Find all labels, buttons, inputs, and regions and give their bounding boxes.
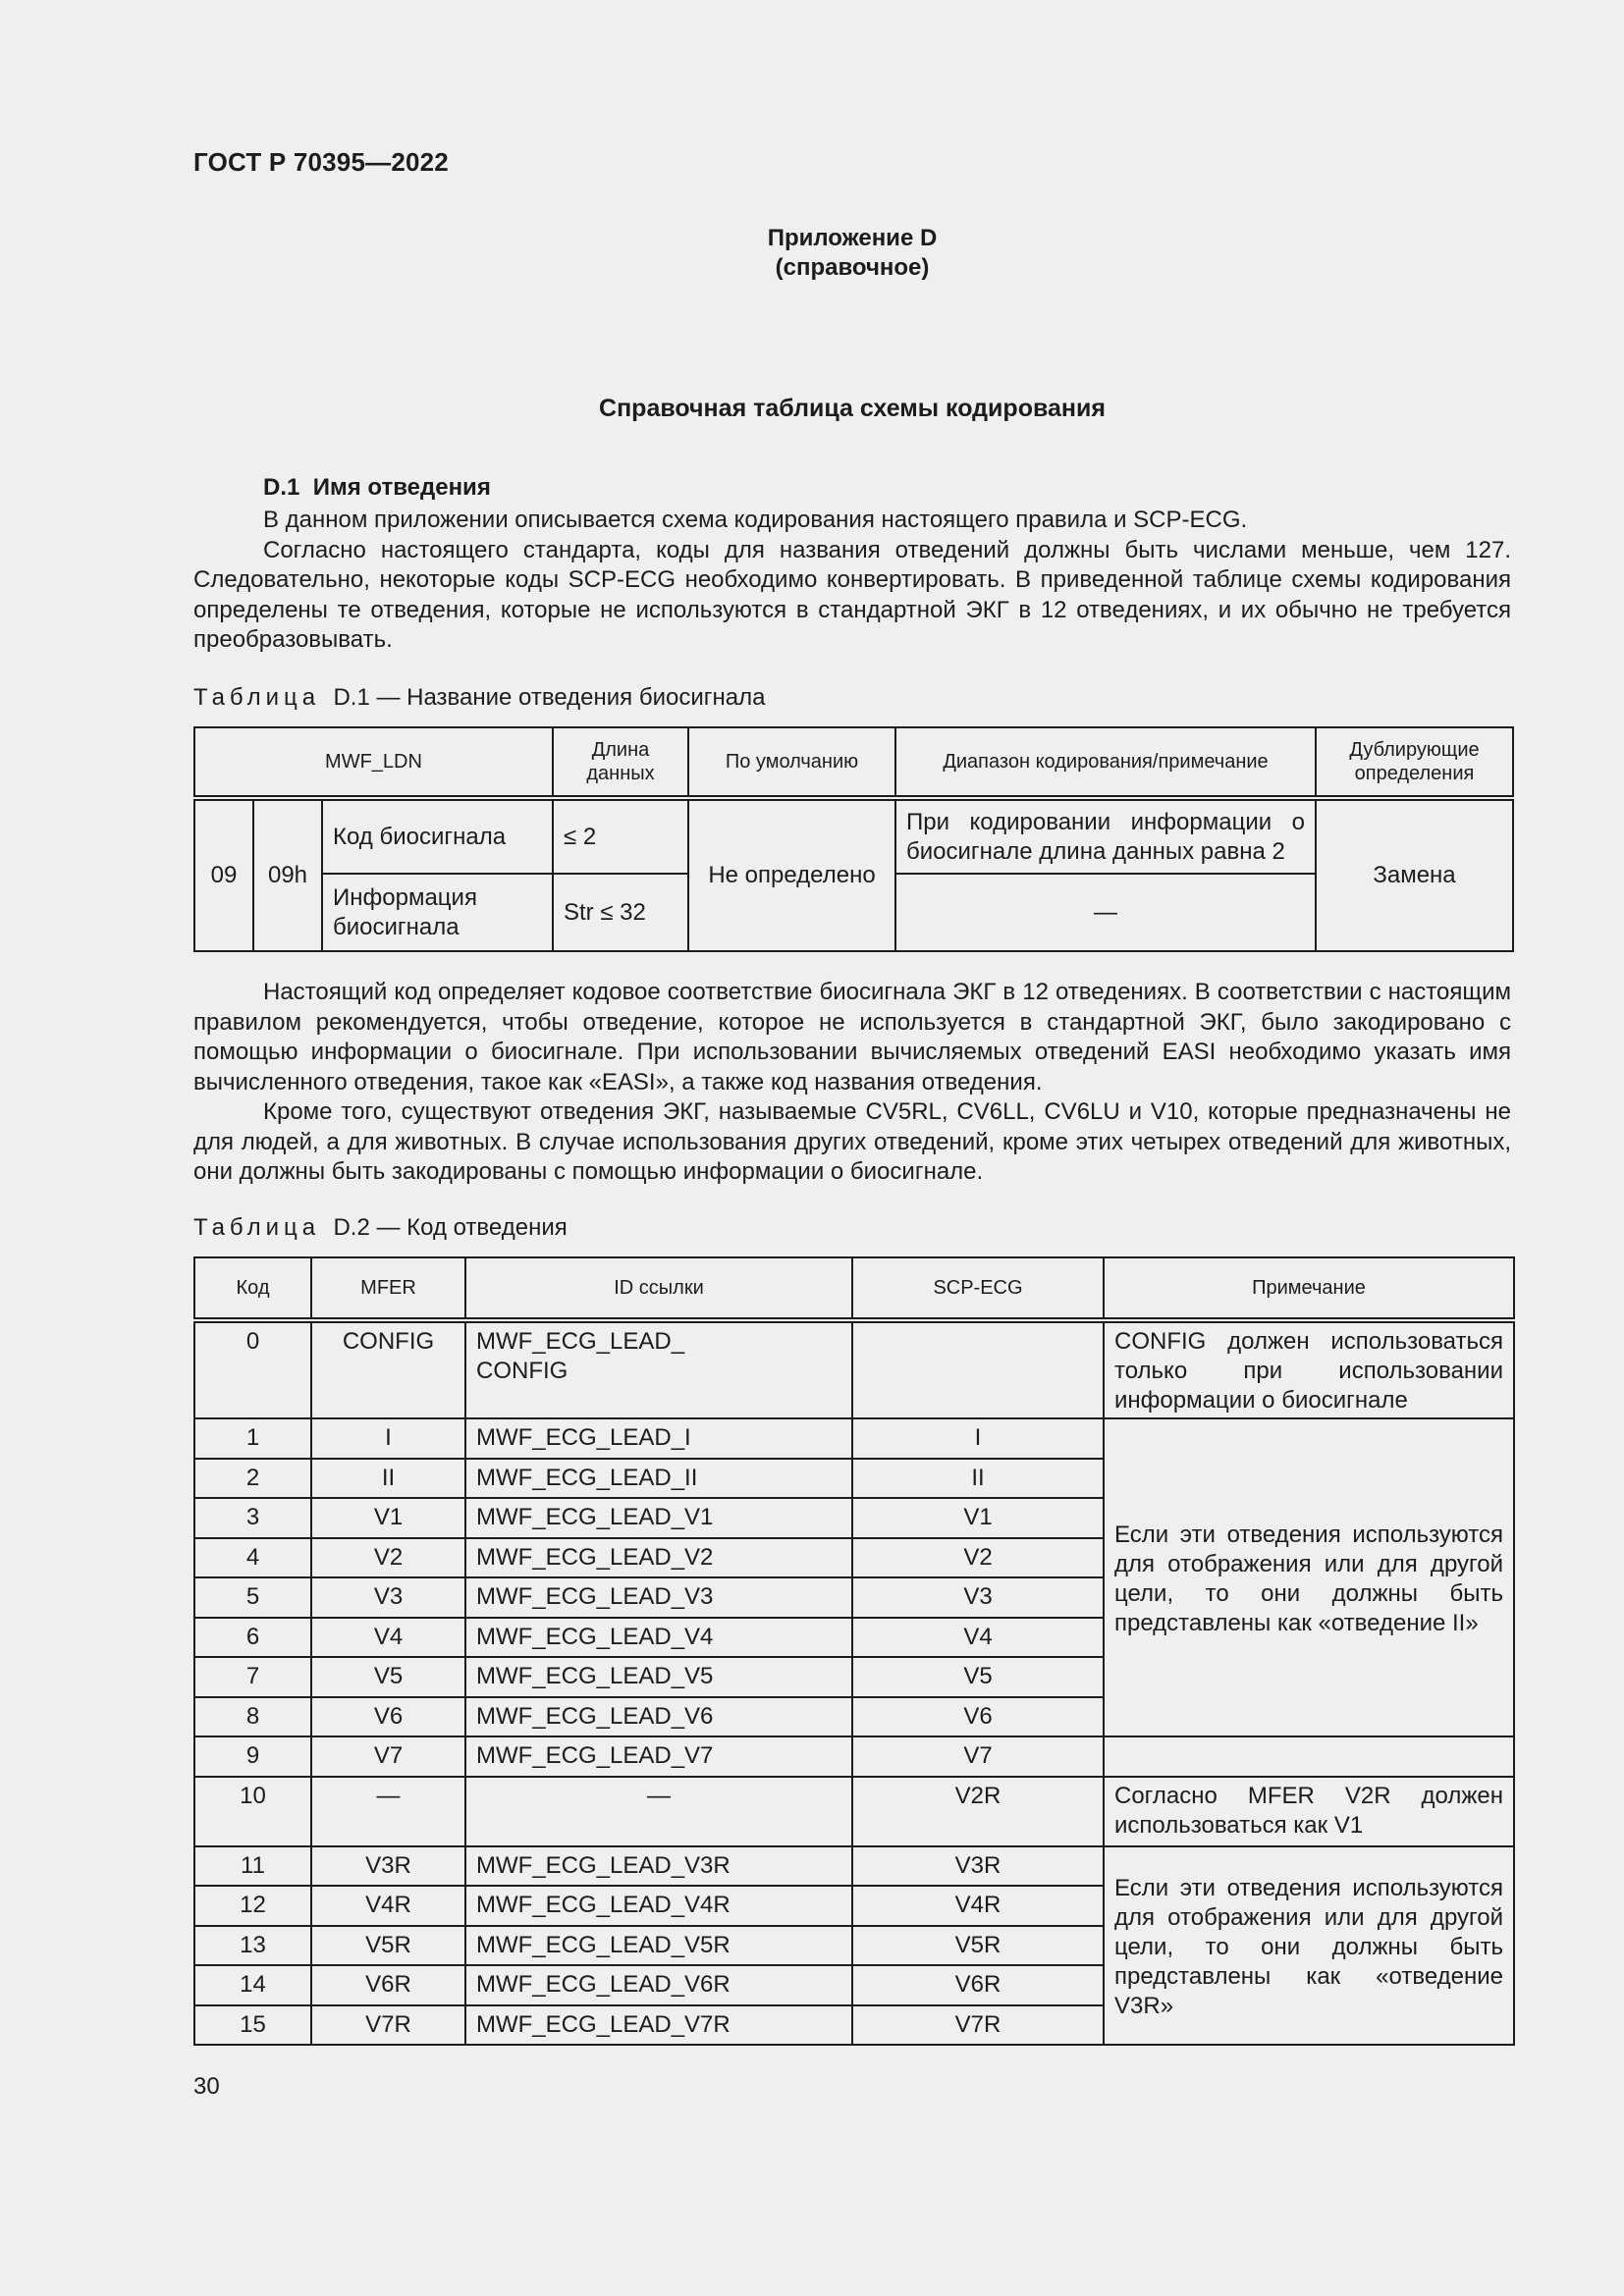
cell-note-merged: Если эти отведения используются для отображения или для другой цели, то они должны быть представлены как «отведение V3R» — [1104, 1846, 1514, 2046]
caption-word: Таблица — [193, 1214, 321, 1241]
cell-code: 0 — [194, 1320, 311, 1418]
table-header-row — [194, 727, 1513, 798]
cell-scp-ecg: V5 — [852, 1657, 1104, 1697]
cell-code: 1 — [194, 1418, 311, 1459]
cell-reference-id: MWF_ECG_LEAD_V4R — [465, 1886, 852, 1926]
field-note: — — [895, 874, 1316, 951]
table2-caption — [193, 1214, 568, 1242]
cell-scp-ecg: I — [852, 1418, 1104, 1459]
cell-reference-id: — — [465, 1777, 852, 1846]
cell-code: 15 — [194, 2005, 311, 2046]
cell-code: 4 — [194, 1538, 311, 1578]
cell-mfer: V2 — [311, 1538, 465, 1578]
cell-mfer: CONFIG — [311, 1320, 465, 1418]
annex-heading — [193, 224, 1511, 283]
annex-title: Справочная таблица схемы кодирования — [599, 395, 1106, 422]
cell-reference-id — [465, 1320, 852, 1418]
cell-reference-id: MWF_ECG_LEAD_V5 — [465, 1657, 852, 1697]
table-header-row — [194, 1257, 1514, 1320]
reference-id-text: MWF_ECG_LEAD_ CONFIG — [476, 1328, 685, 1384]
cell-mfer: II — [311, 1459, 465, 1499]
table-row — [194, 798, 1513, 874]
header-reference-id: ID ссылки — [465, 1257, 852, 1320]
cell-scp-ecg — [852, 1320, 1104, 1418]
cell-reference-id: MWF_ECG_LEAD_V5R — [465, 1926, 852, 1966]
cell-mfer: V7R — [311, 2005, 465, 2046]
cell-mfer: V7 — [311, 1736, 465, 1777]
field-length: ≤ 2 — [553, 798, 688, 874]
cell-mfer: V3 — [311, 1577, 465, 1618]
cell-scp-ecg: V3R — [852, 1846, 1104, 1887]
table-row — [194, 1846, 1514, 1887]
field-name: Информация биосигнала — [322, 874, 553, 951]
caption-text: D.1 — Название отведения биосигнала — [333, 684, 766, 711]
cell-code: 7 — [194, 1657, 311, 1697]
header-mfer: MFER — [311, 1257, 465, 1320]
cell-code: 8 — [194, 1697, 311, 1737]
cell-note — [1104, 1736, 1514, 1777]
cell-mfer: V3R — [311, 1846, 465, 1887]
cell-code: 10 — [194, 1777, 311, 1846]
cell-reference-id: MWF_ECG_LEAD_V7R — [465, 2005, 852, 2046]
field-length: Str ≤ 32 — [553, 874, 688, 951]
cell-scp-ecg: II — [852, 1459, 1104, 1499]
cell-mfer: I — [311, 1418, 465, 1459]
header-coding-range: Диапазон кодирования/примечание — [895, 727, 1316, 798]
cell-scp-ecg: V6R — [852, 1965, 1104, 2005]
cell-scp-ecg: V2R — [852, 1777, 1104, 1846]
cell-scp-ecg: V5R — [852, 1926, 1104, 1966]
cell-mfer: V6R — [311, 1965, 465, 2005]
annex-label: Приложение D — [767, 225, 938, 251]
cell-scp-ecg: V1 — [852, 1498, 1104, 1538]
intro-paragraphs — [193, 506, 1511, 656]
cell-reference-id: MWF_ECG_LEAD_I — [465, 1418, 852, 1459]
section-heading — [263, 474, 491, 502]
cell-mfer: V4R — [311, 1886, 465, 1926]
page-number: 30 — [193, 2073, 220, 2100]
cell-code: 14 — [194, 1965, 311, 2005]
field-note: При кодировании информации о биосигнале длина данных равна 2 — [895, 798, 1316, 874]
header-default: По умолчанию — [688, 727, 895, 798]
cell-scp-ecg: V2 — [852, 1538, 1104, 1578]
header-duplicates: Дублирующие определения — [1316, 727, 1513, 798]
caption-word: Таблица — [193, 684, 321, 711]
document-code: ГОСТ Р 70395—2022 — [193, 147, 449, 177]
cell-mfer: V5R — [311, 1926, 465, 1966]
table-lead-codes — [193, 1256, 1515, 2046]
cell-code: 11 — [194, 1846, 311, 1887]
annex-status: (справочное) — [775, 254, 930, 281]
cell-mfer: V5 — [311, 1657, 465, 1697]
cell-scp-ecg: V6 — [852, 1697, 1104, 1737]
cell-scp-ecg: V3 — [852, 1577, 1104, 1618]
cell-mfer: V4 — [311, 1618, 465, 1658]
cell-scp-ecg: V4 — [852, 1618, 1104, 1658]
header-note: Примечание — [1104, 1257, 1514, 1320]
cell-code: 5 — [194, 1577, 311, 1618]
section-number: D.1 — [263, 474, 300, 501]
cell-scp-ecg: V7R — [852, 2005, 1104, 2046]
cell-reference-id: MWF_ECG_LEAD_V3 — [465, 1577, 852, 1618]
cell-mfer: — — [311, 1777, 465, 1846]
cell-reference-id: MWF_ECG_LEAD_V6R — [465, 1965, 852, 2005]
duplicate-definition: Замена — [1316, 798, 1513, 951]
table-row — [194, 1736, 1514, 1777]
header-scp-ecg: SCP-ECG — [852, 1257, 1104, 1320]
paragraph: Согласно настоящего стандарта, коды для названия отведений должны быть числами меньше, чем 127. Следовательно, некоторые коды SCP-ECG необходимо конвертировать. В приведенной таблице схемы кодирования определены те отведения, которые не используются в стандартной ЭКГ в 12 отведениях, и их обычно не требуется преобразовывать. — [193, 536, 1511, 653]
default-value: Не определено — [688, 798, 895, 951]
cell-scp-ecg: V7 — [852, 1736, 1104, 1777]
cell-note: CONFIG должен использоваться только при использовании информации о биосигнале — [1104, 1320, 1514, 1418]
caption-text: D.2 — Код отведения — [333, 1214, 568, 1241]
cell-reference-id: MWF_ECG_LEAD_II — [465, 1459, 852, 1499]
code-decimal: 09 — [194, 798, 253, 951]
cell-code: 12 — [194, 1886, 311, 1926]
cell-code: 9 — [194, 1736, 311, 1777]
table1-caption — [193, 684, 765, 712]
cell-reference-id: MWF_ECG_LEAD_V3R — [465, 1846, 852, 1887]
cell-code: 6 — [194, 1618, 311, 1658]
header-mwf-ldn: MWF_LDN — [194, 727, 553, 798]
code-hex: 09h — [253, 798, 322, 951]
cell-reference-id: MWF_ECG_LEAD_V2 — [465, 1538, 852, 1578]
header-data-length: Длина данных — [553, 727, 688, 798]
cell-note-merged: Если эти отведения используются для отображения или для другой цели, то они должны быть представлены как «отведение II» — [1104, 1418, 1514, 1736]
table-lead-name — [193, 726, 1514, 952]
cell-mfer: V6 — [311, 1697, 465, 1737]
cell-reference-id: MWF_ECG_LEAD_V6 — [465, 1697, 852, 1737]
cell-reference-id: MWF_ECG_LEAD_V1 — [465, 1498, 852, 1538]
table-row — [194, 1418, 1514, 1459]
cell-scp-ecg: V4R — [852, 1886, 1104, 1926]
paragraph: В данном приложении описывается схема кодирования настоящего правила и SCP-ECG. — [263, 507, 1248, 533]
cell-mfer: V1 — [311, 1498, 465, 1538]
paragraph: Настоящий код определяет кодовое соответствие биосигнала ЭКГ в 12 отведениях. В соответствии с настоящим правилом рекомендуется, чтобы отведение, которое не используется в стандартной ЭКГ, было закодировано с помощью информации о биосигнале. При использовании вычисляемых отведений EASI необходимо указать имя вычисленного отведения, такое как «EASI», а также код названия отведения. — [193, 979, 1511, 1095]
table-row — [194, 1777, 1514, 1846]
cell-reference-id: MWF_ECG_LEAD_V7 — [465, 1736, 852, 1777]
cell-code: 3 — [194, 1498, 311, 1538]
paragraph: Кроме того, существуют отведения ЭКГ, называемые CV5RL, CV6LL, CV6LU и V10, которые предназначены не для людей, а для животных. В случае использования других отведений, кроме этих четырех отведений для животных, они должны быть закодированы с помощью информации о биосигнале. — [193, 1098, 1511, 1185]
field-name: Код биосигнала — [322, 798, 553, 874]
section-title: Имя отведения — [312, 474, 491, 501]
body-paragraphs — [193, 978, 1511, 1188]
cell-note: Согласно MFER V2R должен использоваться как V1 — [1104, 1777, 1514, 1846]
cell-code: 2 — [194, 1459, 311, 1499]
header-code: Код — [194, 1257, 311, 1320]
cell-reference-id: MWF_ECG_LEAD_V4 — [465, 1618, 852, 1658]
table-row — [194, 1320, 1514, 1418]
cell-code: 13 — [194, 1926, 311, 1966]
